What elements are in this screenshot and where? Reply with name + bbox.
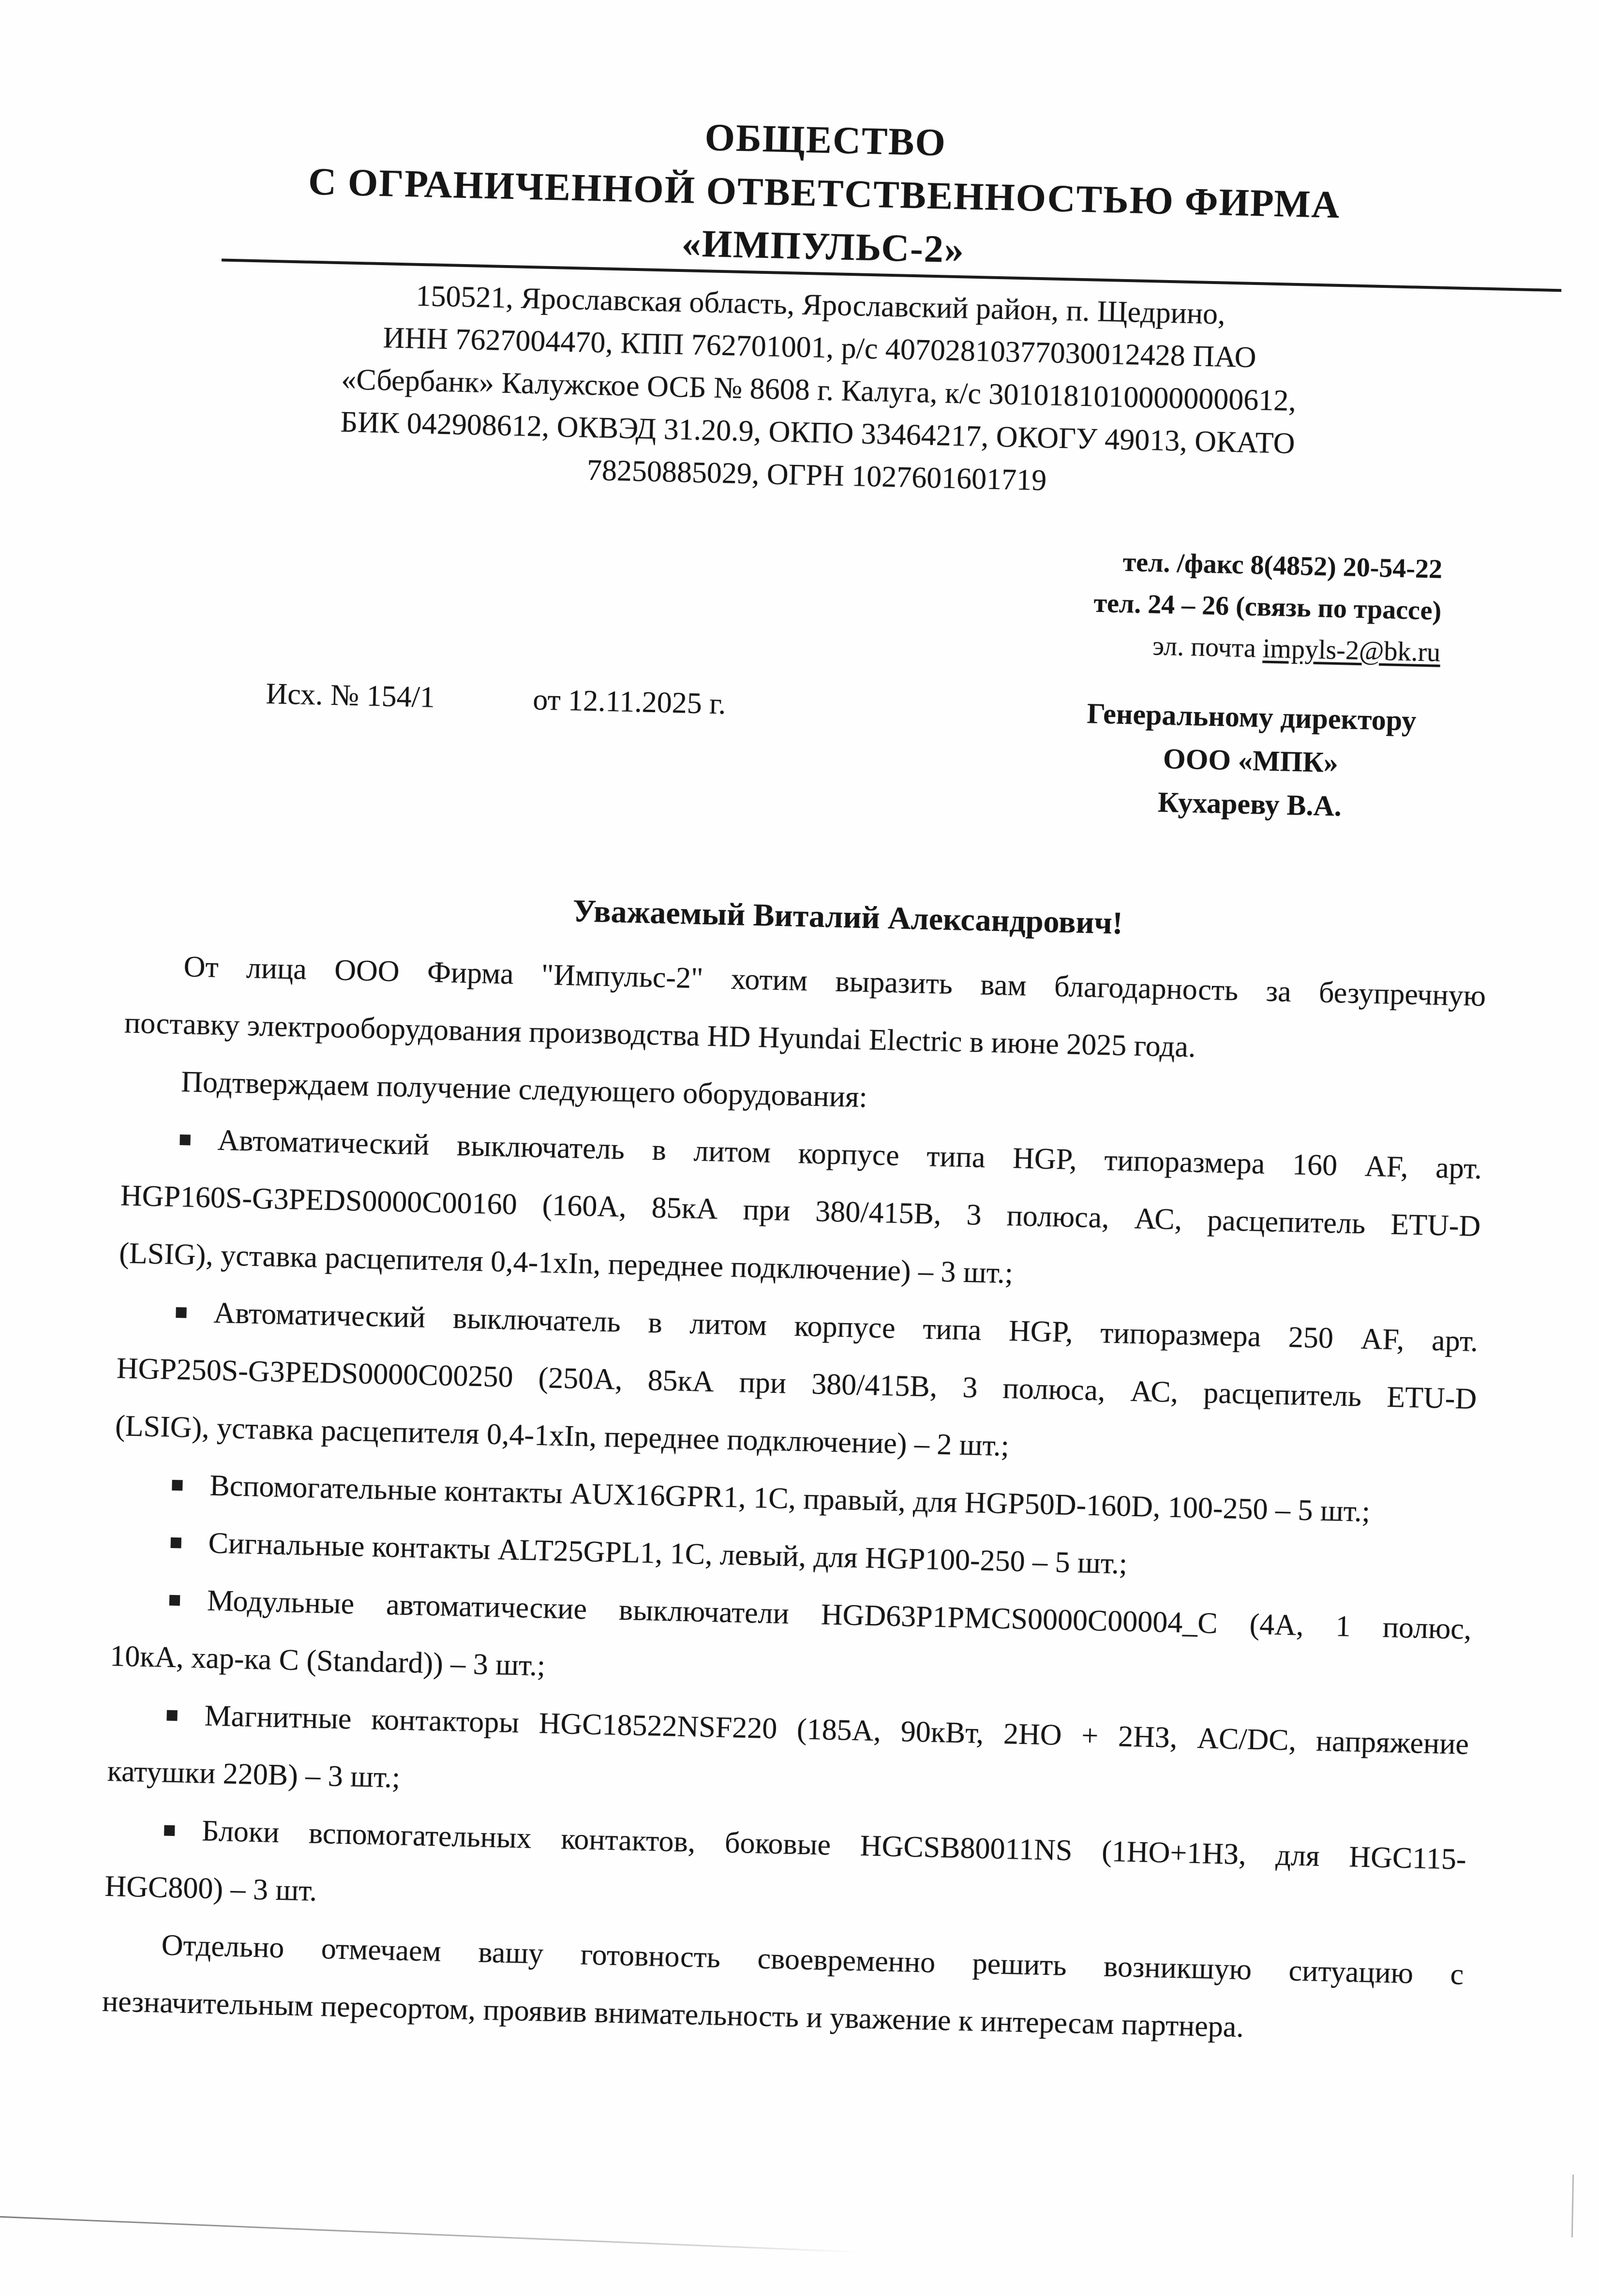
list-item-line: HGP160S-G3PEDS0000C00160 (160А, 85кА при 380/415В, 3 полюса, АС, расцепитель ETU-D (120, 1179, 1481, 1243)
list-item-line: 10кА, хар-ка С (Standard)) – 3 шт.; (109, 1640, 546, 1683)
list-item-line: Блоки вспомогательных контактов, боковые HGCSB80011NS (1НО+1НЗ, для HGC115- (105, 1800, 1467, 1889)
reference-number: Исх. № 154/1 (265, 677, 435, 714)
list-item-line: Модульные автоматические выключатели HGD63P1PMCS0000C00004_C (4А, 1 полюс, (111, 1570, 1472, 1658)
list-item-line: HGC800) – 3 шт. (104, 1869, 317, 1908)
list-item-line: (LSIG), уставка расцепителя 0,4-1xIn, переднее подключение) – 2 шт.; (115, 1409, 1010, 1463)
recipient-line: Генеральному директору (1086, 697, 1417, 737)
email-link: impyls-2@bk.ru (1262, 633, 1441, 668)
paragraph-line: незначительным пересортом, проявив внимательность и уважение к интересам партнера. (102, 1984, 1244, 2044)
recipient-line: ООО «МПК» (1163, 742, 1339, 779)
scan-stray-line (0, 2214, 860, 2252)
paragraph-line: поставку электрооборудования производства HD Hyundai Electric в июне 2025 года. (124, 1006, 1196, 1064)
salutation: Уважаемый Виталий Александрович! (572, 893, 1123, 941)
recipient-line: Кухареву В.А. (1157, 786, 1342, 822)
company-requisites (134, 268, 1503, 512)
list-item-line: катушки 220В) – 3 шт.; (107, 1754, 401, 1794)
company-title-line: С ОГРАНИЧЕННОЙ ОТВЕТСТВЕННОСТЬЮ ФИРМА (308, 160, 1341, 226)
requisites-line: ИНН 7627004470, КПП 762701001, р/с 40702810377030012428 ПАО (382, 321, 1257, 374)
list-bullet-icon (169, 1595, 180, 1606)
requisites-line: 78250885029, ОГРН 1027601601719 (586, 453, 1047, 497)
requisites-line: БИК 042908612, ОКВЭД 31.20.9, ОКПО 33464217, ОКОГУ 49013, ОКАТО (340, 405, 1296, 460)
letter-body (102, 937, 1487, 2061)
list-item-line: Вспомогательные контакты AUX16GPR1, 1С, правый, для HGP50D-160D, 100-250 – 5 шт.; (113, 1455, 1475, 1543)
list-bullet-icon (176, 1307, 186, 1318)
requisites-line: «Сбербанк» Калужское ОСБ № 8608 г. Калуга, к/с 30101810100000000612, (341, 363, 1297, 417)
paragraph-line: Подтверждаем получение следующего оборудования: (180, 1065, 868, 1114)
company-title-line: «ИМПУЛЬС-2» (681, 222, 965, 271)
list-bullet-icon (164, 1825, 175, 1836)
phone-route-line: тел. 24 – 26 (связь по трассе) (1093, 588, 1442, 626)
list-bullet-icon (170, 1537, 181, 1548)
scan-edge-mark (1571, 2175, 1574, 2237)
email-line (1092, 624, 1441, 673)
recipient-block (1002, 690, 1499, 832)
company-title-line: ОБЩЕСТВО (704, 116, 947, 164)
list-item-line: (LSIG), уставка расцепителя 0,4-1xIn, переднее подключение) – 3 шт.; (119, 1237, 1014, 1290)
requisites-line: 150521, Ярославская область, Ярославский район, п. Щедрино, (415, 279, 1226, 331)
paragraph-line: От лица ООО Фирма "Импульс-2" хотим выразить вам благодарность за безупречную (183, 950, 1486, 1013)
reference-date: от 12.11.2025 г. (532, 683, 727, 721)
list-item-line: HGP250S-G3PEDS0000C00250 (250А, 85кА при 380/415В, 3 полюса, АС, расцепитель ETU-D (116, 1352, 1477, 1416)
list-item-line: Автоматический выключатель в литом корпусе типа HGP, типоразмера 250 AF, арт. (117, 1282, 1479, 1371)
list-item-line: Магнитные контакторы HGC18522NSF220 (185А, 90кВт, 2НО + 2НЗ, AC/DC, напряжение (108, 1685, 1469, 1774)
list-bullet-icon (179, 1134, 190, 1145)
list-bullet-icon (166, 1710, 177, 1721)
list-item-line: Сигнальные контакты ALT25GPL1, 1С, левый, для HGP100-250 – 5 шт.; (112, 1512, 1473, 1601)
contact-info (1092, 541, 1443, 673)
list-bullet-icon (172, 1480, 182, 1491)
list-item-line: Автоматический выключатель в литом корпусе типа HGP, типоразмера 160 AF, арт. (121, 1109, 1482, 1198)
phone-fax-line: тел. /факс 8(4852) 20-54-22 (1122, 547, 1443, 584)
email-label: эл. почта (1152, 631, 1256, 664)
paragraph-line: Отдельно отмечаем вашу готовность своевременно решить возникшую ситуацию с (161, 1928, 1464, 1991)
